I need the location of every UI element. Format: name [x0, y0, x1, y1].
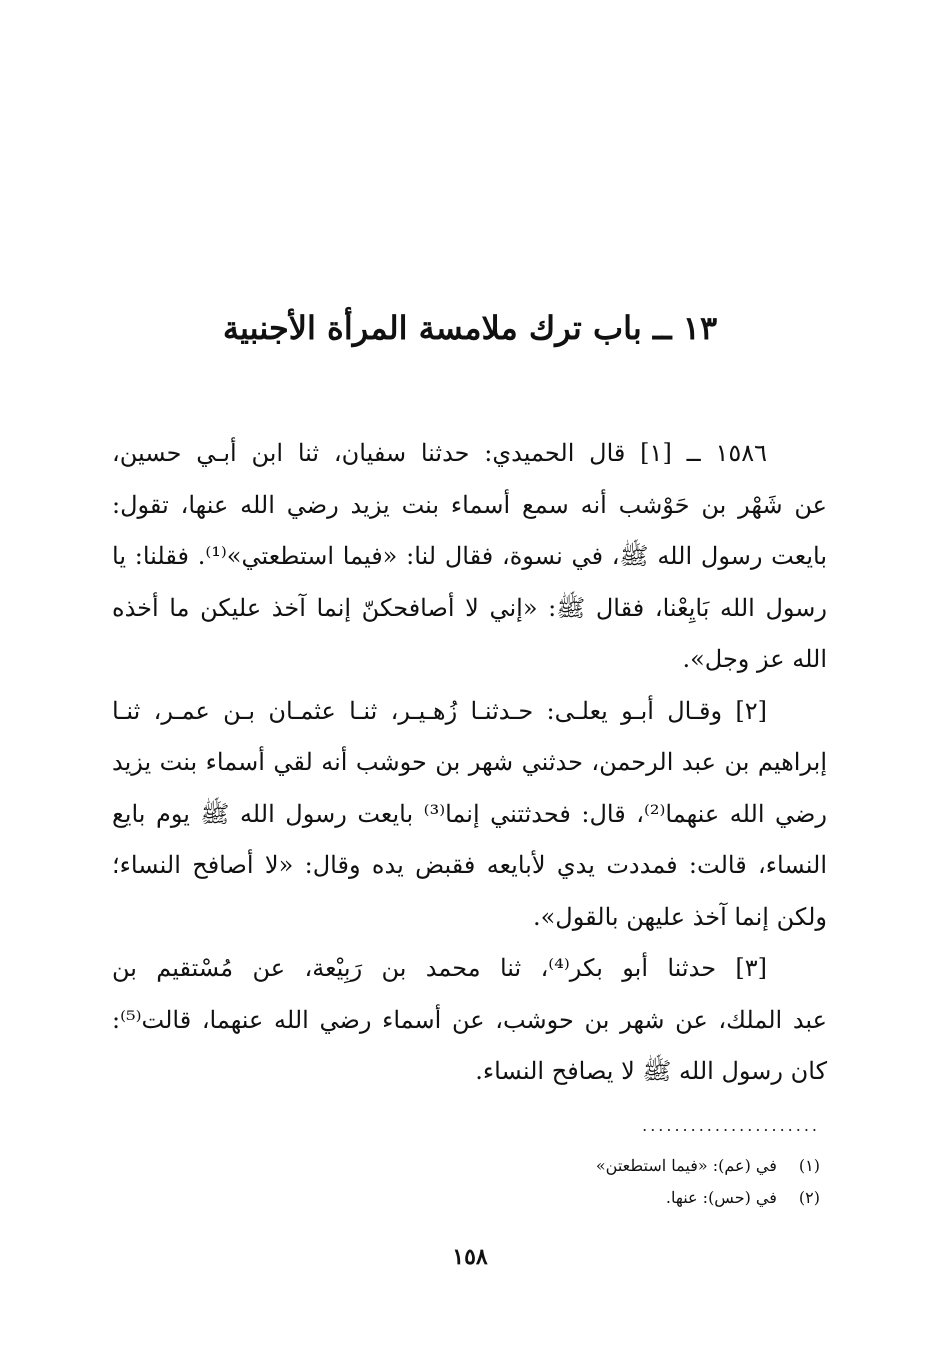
footnote-1 — [340, 1150, 820, 1182]
paragraph-hadith-1586 — [112, 428, 827, 686]
footnote-number: (١) — [798, 1156, 820, 1175]
text-line: إبراهيم بن عبد الرحمن، حدثني شهر بن حوشب أنه لقي أسماء بنت يزيد — [112, 748, 827, 776]
chapter-title: ١٣ ــ باب ترك ملامسة المرأة الأجنبية — [222, 309, 718, 347]
footnotes — [340, 1150, 820, 1214]
text-line: عن شَهْر بن حَوْشب أنه سمع أسماء بنت يزيد رضي الله عنها، تقول: — [112, 490, 827, 519]
text-line: بايعت رسول الله ﷺ، في نسوة، فقال لنا: «فيما استطعتي»⁽¹⁾. فقلنا: يا — [112, 542, 827, 570]
text-line: الله عز وجل». — [682, 645, 827, 673]
text-line: ولكن إنما آخذ عليهن بالقول». — [532, 902, 827, 931]
text-line: [٢] وقـال أبـو يعلـى: حـدثنـا زُهـيـر، ثنـا عثمـان بـن عمـر، ثنـا — [112, 696, 767, 725]
paragraph-narration-3 — [112, 943, 827, 1098]
footnote-text: في (حس): عنها. — [665, 1188, 777, 1207]
text-line: [٣] حدثنا أبو بكر⁽⁴⁾، ثنا محمد بن رَبِيْعة، عن مُسْتقيم بن — [112, 954, 768, 982]
footnote-2 — [340, 1182, 820, 1214]
body-text — [112, 428, 827, 1098]
footnote-separator: ...................... — [642, 1116, 820, 1135]
text-line: كان رسول الله ﷺ لا يصافح النساء. — [475, 1057, 827, 1085]
text-line: ١٥٨٦ ــ [١] قال الحميدي: حدثنا سفيان، ثنا ابن أبـي حسين، — [112, 439, 768, 467]
page-number: ١٥٨ — [452, 1244, 488, 1270]
footnote-text: في (عم): «فيما استطعتن» — [595, 1156, 777, 1175]
text-line: رضي الله عنهما⁽²⁾، قال: فحدثتني إنما⁽³⁾ بايعت رسول الله ﷺ يوم بايع — [112, 799, 828, 828]
paragraph-narration-2 — [112, 686, 827, 944]
text-line: رسول الله بَايِعْنا، فقال ﷺ: «إني لا أصافحكنّ إنما آخذ عليكن ما أخذه — [112, 593, 827, 622]
footnote-number: (٢) — [798, 1188, 820, 1207]
text-line: النساء، قالت: فمددت يدي لأبايعه فقبض يده وقال: «لا أصافح النساء؛ — [112, 851, 827, 879]
text-line: عبد الملك، عن شهر بن حوشب، عن أسماء رضي الله عنهما، قالت⁽⁵⁾: — [112, 1005, 827, 1034]
